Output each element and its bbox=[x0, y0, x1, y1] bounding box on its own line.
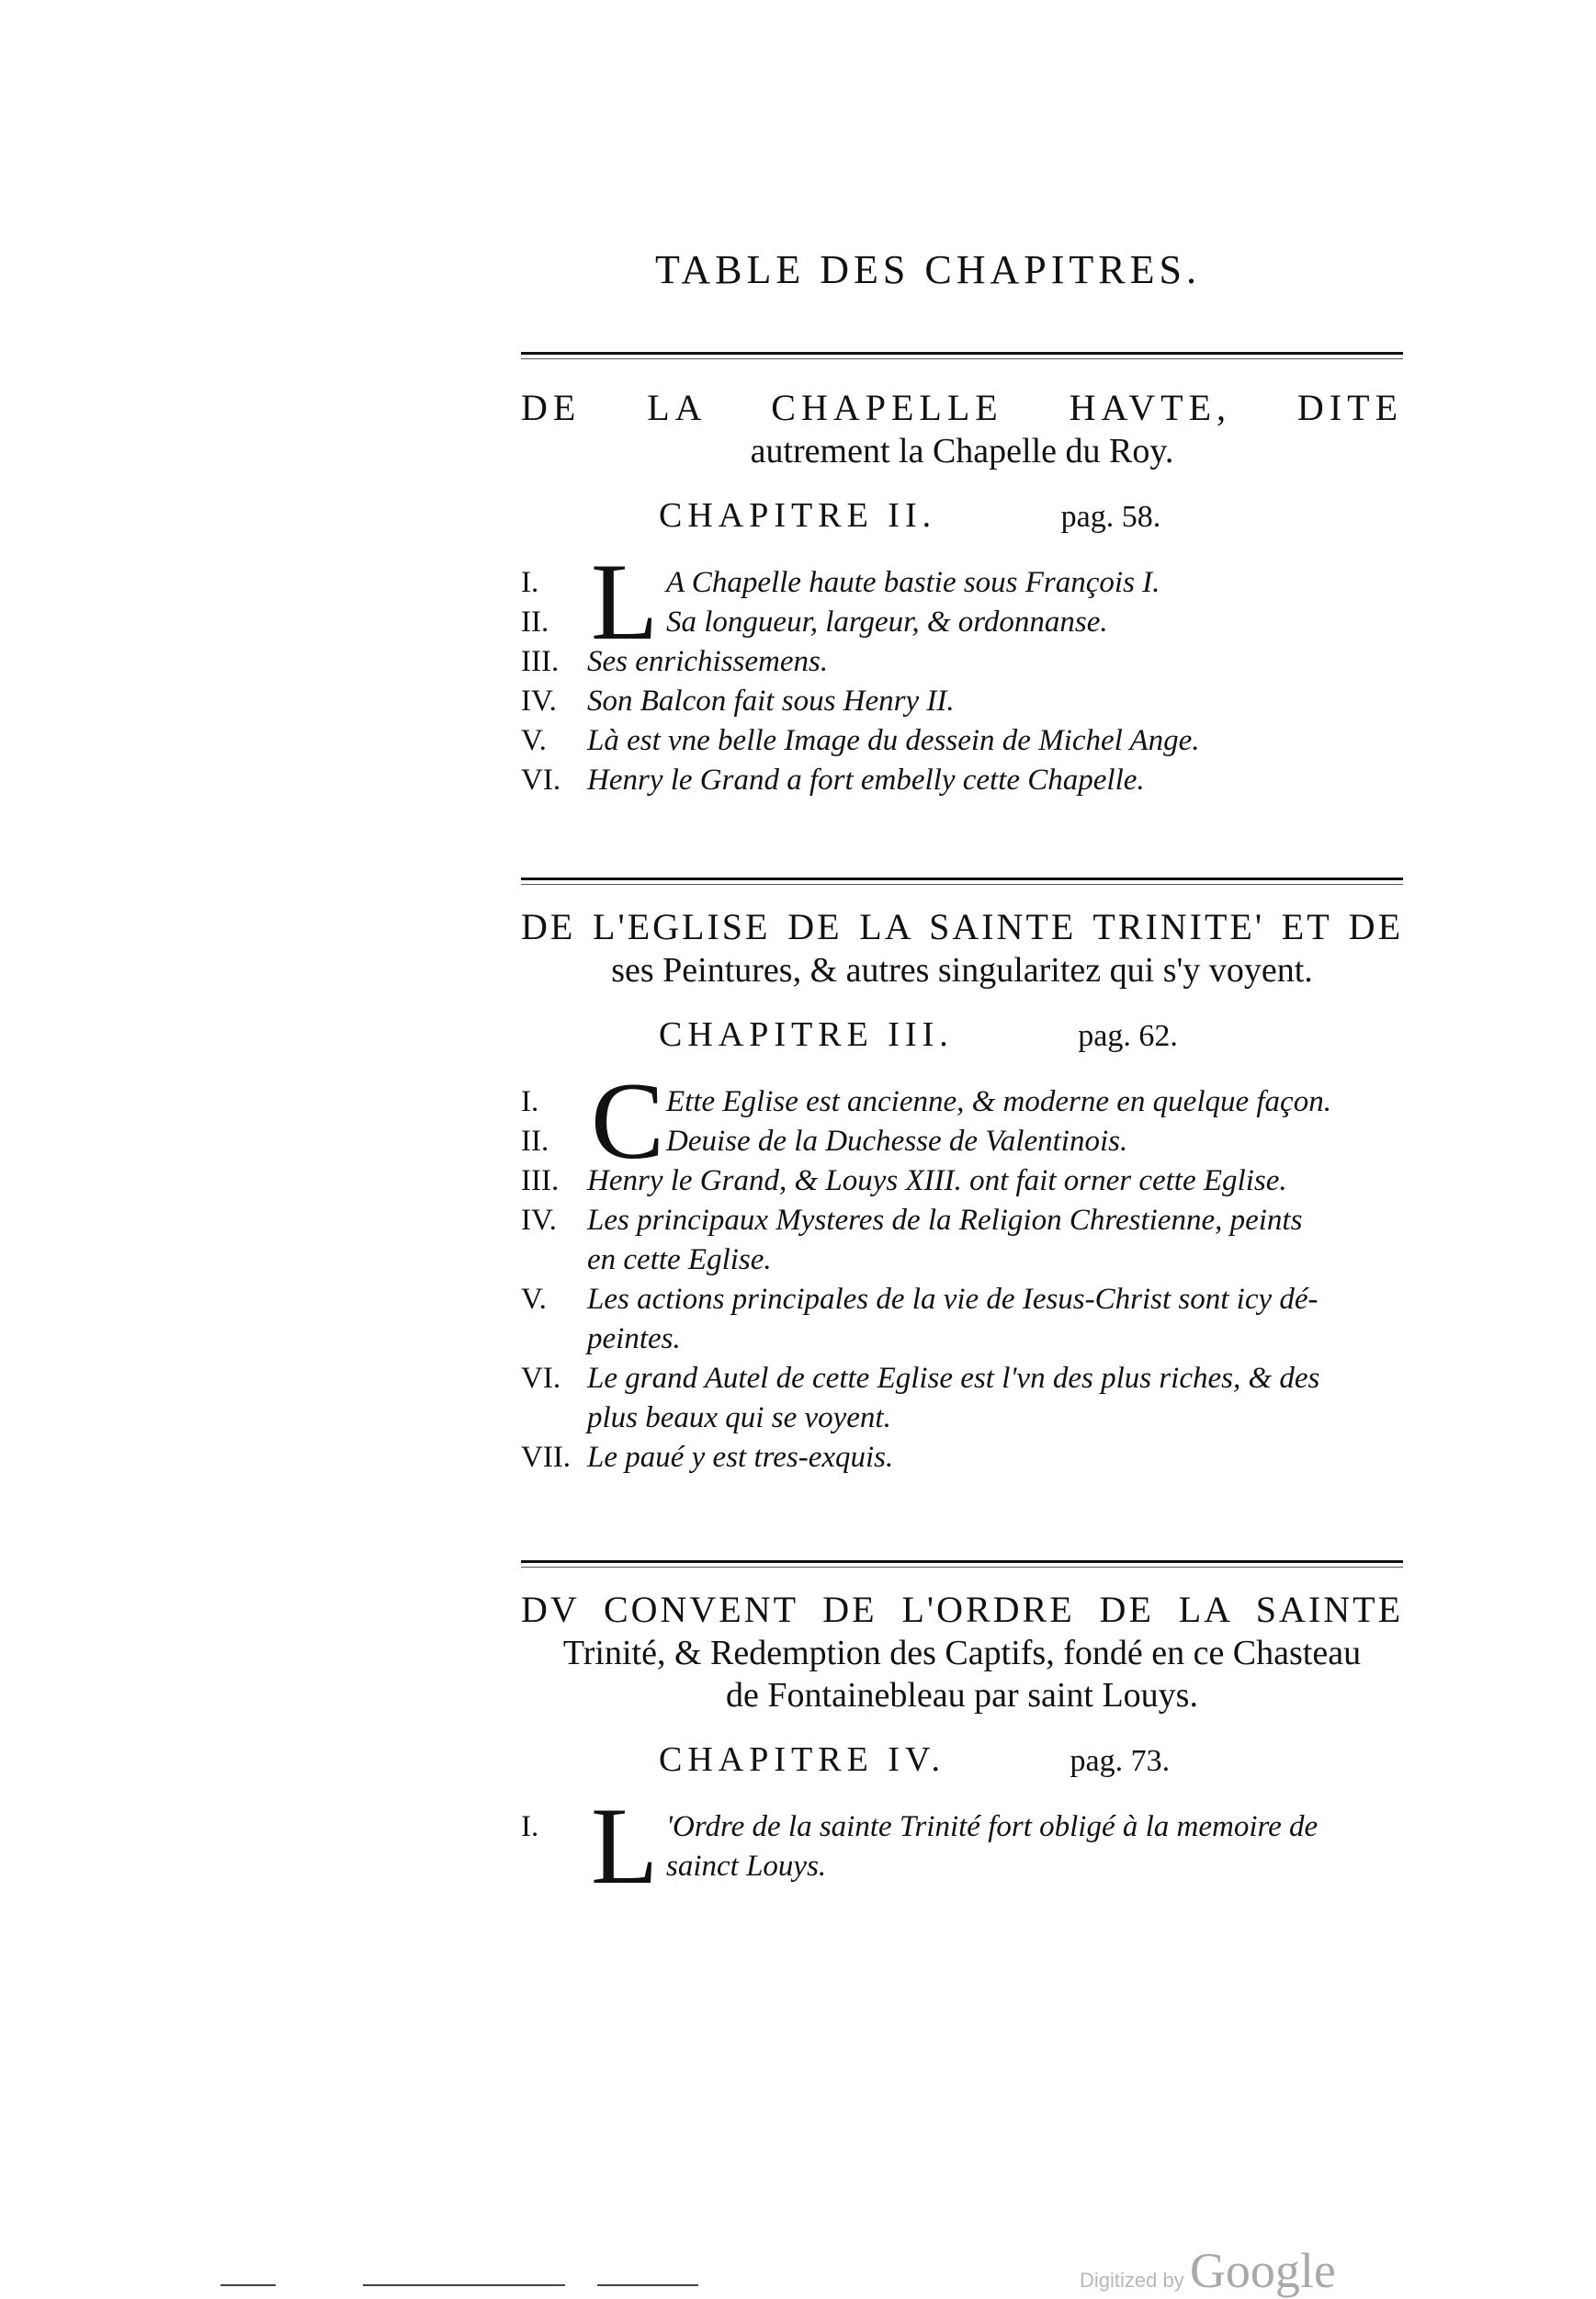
scan-edge-mark bbox=[221, 2284, 276, 2286]
section-subtitle: de Fontainebleau par saint Louys. bbox=[726, 1676, 1198, 1715]
section-rule bbox=[521, 352, 1403, 355]
list-item: II. Deuise de la Duchesse de Valentinois. bbox=[521, 1125, 1128, 1158]
section-subtitle: Trinité, & Redemption des Captifs, fondé en ce Chasteau bbox=[562, 1634, 1362, 1672]
section-subtitle: ses Peintures, & autres singularitez qui s'y voyent. bbox=[611, 951, 1313, 990]
list-item: V. Les actions principales de la vie de Iesus-Christ sont icy dé- peintes. bbox=[521, 1283, 1319, 1355]
watermark-prefix: Digitized by bbox=[1080, 2269, 1184, 2292]
drop-cap: L bbox=[591, 540, 659, 663]
running-head: TABLE DES CHAPITRES. bbox=[655, 247, 1201, 292]
page-reference: pag. 58. bbox=[1060, 500, 1161, 534]
summary-list bbox=[521, 1059, 1403, 1478]
list-item: I. 'Ordre de la sainte Trinité fort obligé à la memoire de sainct Louys. bbox=[521, 1810, 1319, 1883]
list-item: VI. Henry le Grand a fort embelly cette Chapelle. bbox=[521, 764, 1145, 797]
list-item: V. Là est vne belle Image du dessein de Michel Ange. bbox=[521, 724, 1200, 757]
chapter-number: CHAPITRE II. bbox=[659, 496, 937, 535]
chapter-heading bbox=[521, 495, 1403, 536]
section-rule bbox=[521, 878, 1403, 880]
list-item: VII. Le paué y est tres-exquis. bbox=[521, 1441, 894, 1474]
section-subtitle: autrement la Chapelle du Roy. bbox=[750, 432, 1174, 470]
list-item: III. Henry le Grand, & Louys XIII. ont fait orner cette Eglise. bbox=[521, 1164, 1287, 1197]
watermark-brand: Google bbox=[1189, 2243, 1336, 2298]
section-chapitre-2 bbox=[521, 386, 1403, 800]
list-item: I. Ette Eglise est ancienne, & moderne en quelque façon. bbox=[521, 1085, 1331, 1118]
section-chapitre-4 bbox=[521, 1588, 1403, 1907]
list-item: IV. Les principaux Mysteres de la Religion Chrestienne, peints en cette Eglise. bbox=[521, 1204, 1303, 1276]
section-rule bbox=[521, 1560, 1403, 1563]
list-item: I. A Chapelle haute bastie sous François I. bbox=[521, 566, 1160, 599]
scan-edge-mark bbox=[597, 2284, 698, 2286]
chapter-number: CHAPITRE IV. bbox=[659, 1740, 945, 1779]
list-item: II. Sa longueur, largeur, & ordonnanse. bbox=[521, 606, 1108, 639]
chapter-number: CHAPITRE III. bbox=[659, 1015, 954, 1054]
summary-list bbox=[521, 1784, 1403, 1907]
scan-edge-mark bbox=[363, 2284, 565, 2286]
section-title: DV CONVENT DE L'ORDRE DE LA SAINTE bbox=[521, 1589, 1403, 1630]
section-chapitre-3 bbox=[521, 905, 1403, 1478]
section-title: DE LA CHAPELLE HAVTE, DITE bbox=[521, 387, 1403, 428]
drop-cap: L bbox=[591, 1784, 659, 1907]
list-item: VI. Le grand Autel de cette Eglise est l'vn des plus riches, & des plus beaux qui se voyent. bbox=[521, 1362, 1320, 1434]
chapter-heading bbox=[521, 1014, 1403, 1055]
list-item: III. Ses enrichissemens. bbox=[521, 645, 829, 678]
summary-list bbox=[521, 540, 1403, 800]
chapter-heading bbox=[521, 1739, 1403, 1780]
drop-cap: C bbox=[591, 1059, 665, 1182]
section-title: DE L'EGLISE DE LA SAINTE TRINITE' ET DE bbox=[521, 906, 1403, 947]
page-reference: pag. 73. bbox=[1070, 1744, 1171, 1778]
page-reference: pag. 62. bbox=[1078, 1019, 1178, 1053]
list-item: IV. Son Balcon fait sous Henry II. bbox=[521, 685, 955, 718]
digitized-watermark bbox=[1080, 2242, 1336, 2299]
